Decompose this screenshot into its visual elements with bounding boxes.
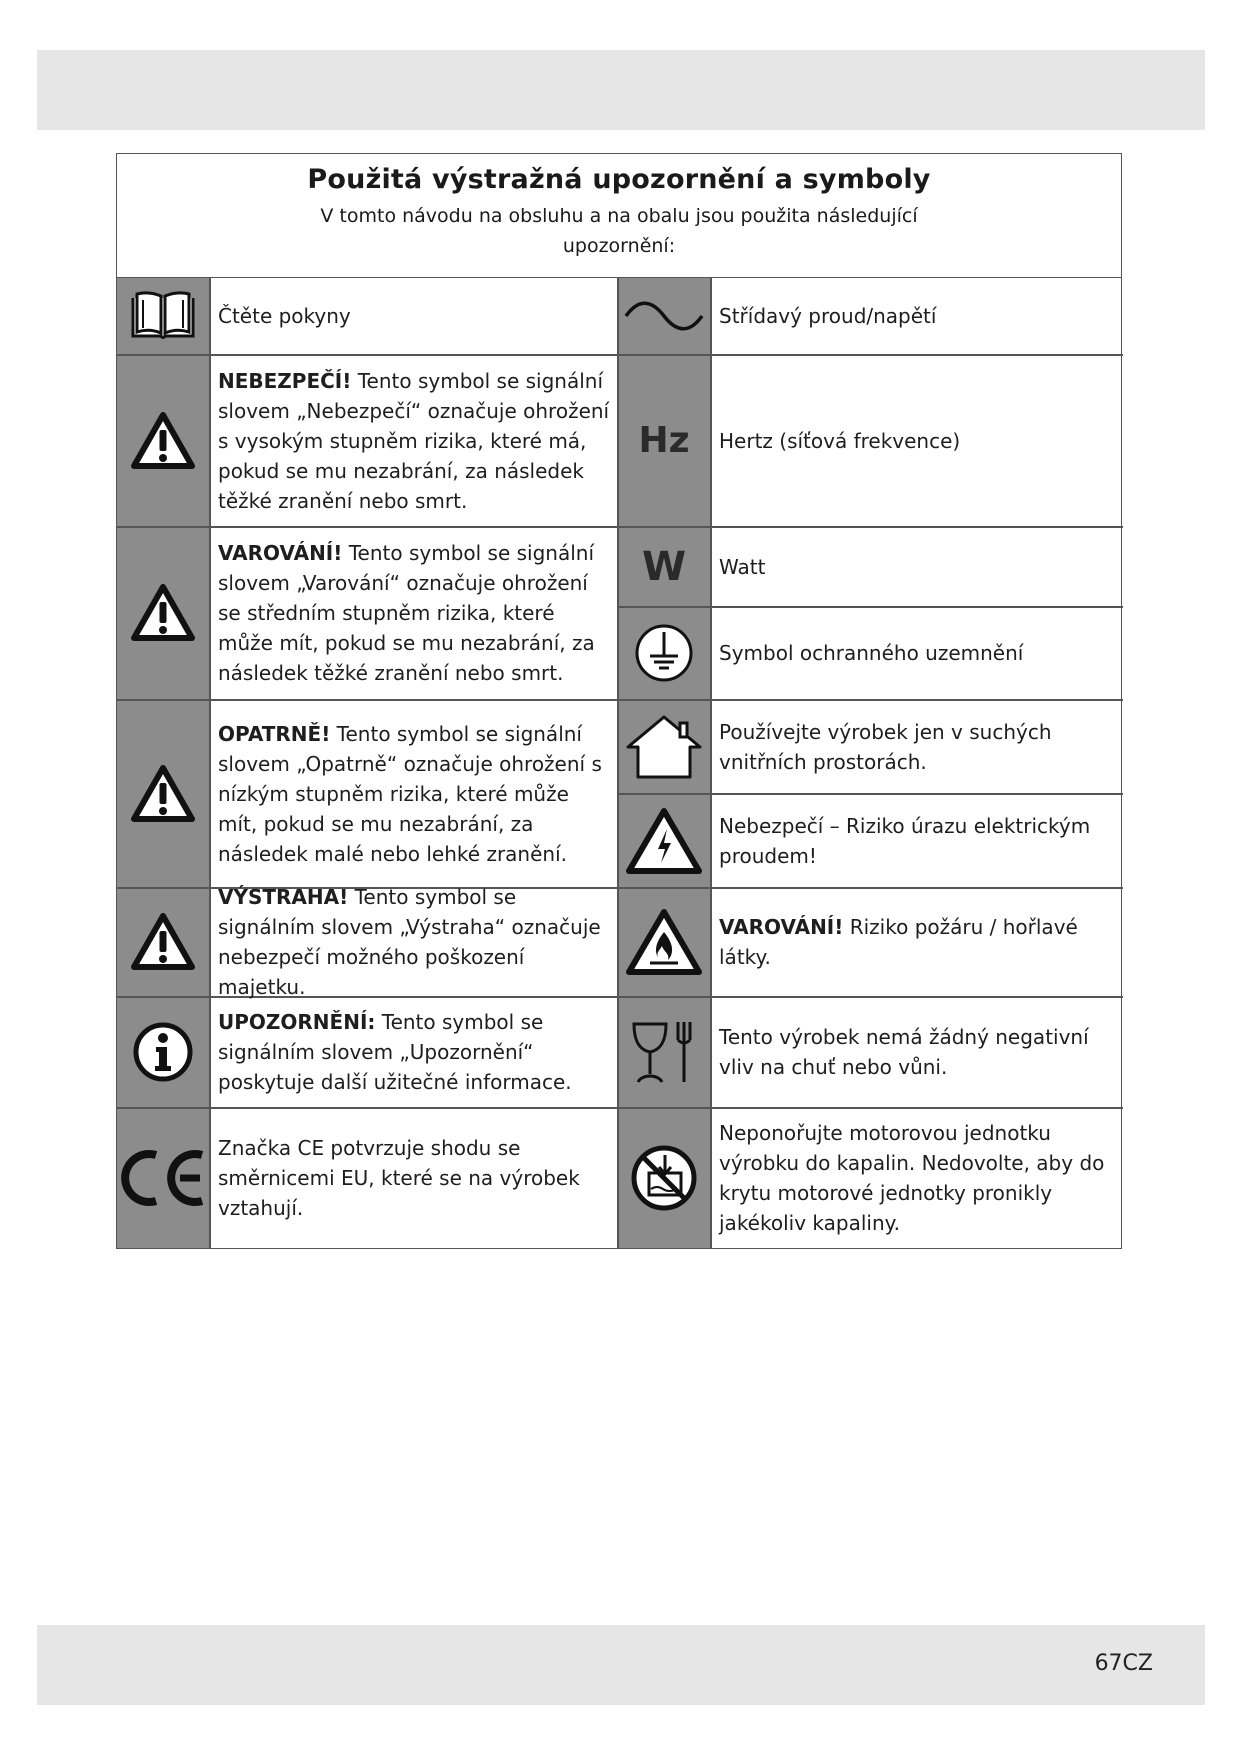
electric-hazard-icon [618, 794, 710, 887]
bottom-band [37, 1625, 1205, 1705]
left-cell-text: Značka CE potvrzuje shodu se směrnicemi EU, které se na výrobek vztahují. [218, 1136, 580, 1220]
fire-hazard-icon [618, 888, 710, 996]
top-band [37, 50, 1205, 130]
divider [710, 278, 712, 1248]
right-cell-text: Symbol ochranného uzemnění [719, 641, 1024, 665]
no-immersion-icon [618, 1108, 710, 1248]
warning-triangle-icon [117, 527, 209, 699]
right-cell-text: Neponořujte motorovou jednotku výrobku do kapalin. Nedovolte, aby do krytu motorové jednotky pronikly jakékoliv kapaliny. [719, 1121, 1105, 1235]
left-cell-text: VAROVÁNÍ! Tento symbol se signální slovem „Varování“ označuje ohrožení se středním stupněm rizika, které může mít, pokud se mu nezabrání, za následek těžké zranění nebo smrt. [218, 541, 595, 685]
left-cell-text: VÝSTRAHA! Tento symbol se signálním slovem „Výstraha“ označuje nebezpečí možného poškození majetku. [218, 885, 601, 999]
page-title: Použitá výstražná upozornění a symboly [307, 164, 931, 195]
right-cell-text: VAROVÁNÍ! Riziko požáru / hořlavé látky. [719, 915, 1078, 969]
symbols-table [116, 153, 1122, 1249]
right-cell-text: Hertz (síťová frekvence) [719, 428, 961, 453]
house-icon [618, 700, 710, 793]
left-cell-text: UPOZORNĚNÍ: Tento symbol se signálním slovem „Upozornění“ poskytuje další užitečné informace. [218, 1010, 572, 1094]
right-cell-text: Watt [719, 554, 766, 579]
info-icon [117, 997, 209, 1107]
intro-text: V tomto návodu na obsluhu a na obalu jsou použita následující upozornění: [320, 205, 918, 257]
left-cell-text: Čtěte pokyny [218, 304, 351, 328]
warning-triangle-icon [117, 700, 209, 887]
hz-icon: Hz [638, 420, 690, 461]
right-cell-text: Tento výrobek nemá žádný negativní vliv na chuť nebo vůni. [719, 1025, 1089, 1079]
left-cell-text: NEBEZPEČÍ! Tento symbol se signální slovem „Nebezpečí“ označuje ohrožení s vysokým stupněm rizika, které má, pokud se mu nezabrání, za následek těžké zranění nebo smrt. [218, 368, 610, 513]
right-cell-text: Střídavý proud/napětí [719, 304, 937, 328]
left-cell-text: OPATRNĚ! Tento symbol se signální slovem „Opatrně“ označuje ohrožení s nízkým stupněm rizika, které může mít, pokud se mu nezabrání, za následek malé nebo lehké zranění. [218, 721, 602, 866]
ce-mark-icon [117, 1108, 209, 1248]
watt-icon: W [641, 543, 687, 590]
ground-icon [618, 607, 710, 699]
food-safe-icon [618, 997, 710, 1107]
divider [209, 278, 211, 1248]
book-icon [117, 278, 209, 354]
page-number: 67CZ [1094, 1651, 1153, 1676]
warning-triangle-icon [117, 355, 209, 526]
table-header [117, 154, 1121, 278]
warning-triangle-icon [117, 888, 209, 996]
sine-wave-icon [618, 278, 710, 354]
right-cell-text: Nebezpečí – Riziko úrazu elektrickým proudem! [719, 813, 1091, 868]
right-cell-text: Používejte výrobek jen v suchých vnitřních prostorách. [719, 719, 1052, 774]
